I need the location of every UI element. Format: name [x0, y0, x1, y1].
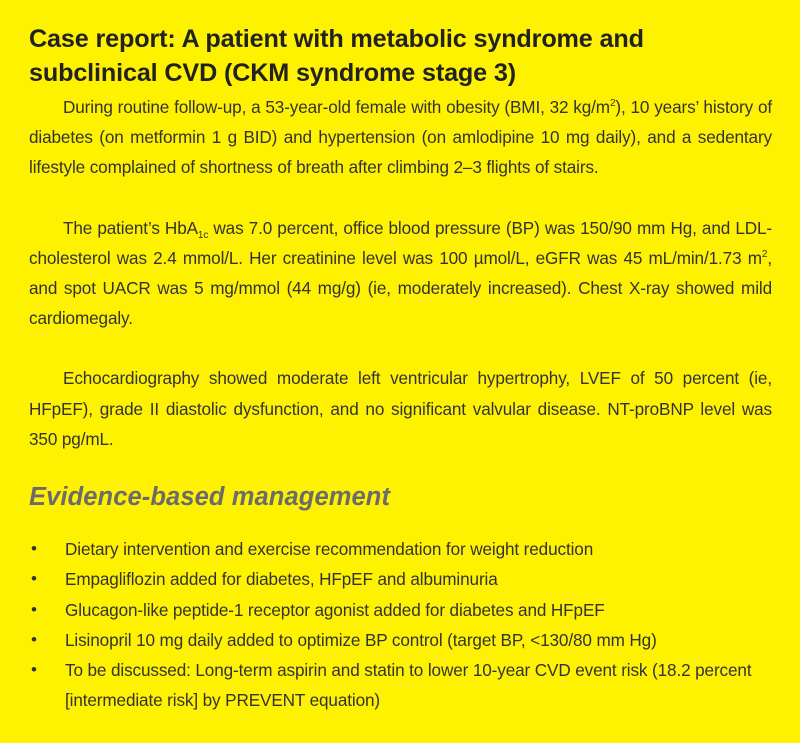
list-item [29, 595, 772, 625]
bullet-icon: • [31, 569, 37, 589]
presentation-text-a: During routine follow-up, a 53-year-old female with obesity (BMI, 32 kg/m [63, 97, 610, 117]
title-line-2: subclinical CVD (CKM syndrome stage 3) [29, 59, 516, 87]
bullet-icon: • [31, 539, 37, 559]
list-item [29, 564, 772, 594]
subscript-1c: 1c [197, 229, 209, 241]
list-item-text: Lisinopril 10 mg daily added to optimize BP control (target BP, <130/80 mm Hg) [65, 629, 657, 650]
list-item-text: Empagliflozin added for diabetes, HFpEF and albuminuria [65, 569, 498, 590]
lab-results-paragraph [29, 213, 772, 334]
management-list [29, 534, 772, 715]
list-item [29, 655, 772, 715]
lab-text-b: was 7.0 percent, office blood pressure (BP) was 150/90 mm Hg, and LDL-cholesterol was 2.4 mmol/L. Her creatinine level was 100 µmol/L, eGFR was 45 mL/min/1.73 m [29, 217, 772, 268]
section-heading: Evidence-based management [29, 483, 391, 512]
bullet-icon: • [31, 629, 37, 649]
bullet-icon: • [31, 660, 37, 679]
lab-text-c: , and spot UACR was 5 mg/mmol (44 mg/g) (ie, moderately increased). Chest X-ray showed mild cardiomegaly. [29, 247, 772, 329]
title-line-1: Case report: A patient with metabolic syndrome and [29, 25, 644, 53]
case-report-title [29, 22, 772, 90]
list-item-text: Dietary intervention and exercise recommendation for weight reduction [65, 539, 594, 560]
list-item [29, 625, 772, 655]
superscript-2: 2 [761, 248, 768, 260]
superscript-2: 2 [609, 98, 616, 109]
list-item-text: To be discussed: Long-term aspirin and statin to lower 10-year CVD event risk (18.2 percent [intermediate risk] by PREVENT equation) [65, 660, 752, 711]
bullet-icon: • [31, 599, 37, 619]
presentation-paragraph [29, 92, 772, 183]
presentation-text-b: ), 10 years’ history of diabetes (on metformin 1 g BID) and hypertension (on amlodipine 10 mg daily), and a sedentary lifestyle complained of shortness of breath after climbing 2–3 flights of stairs. [29, 97, 772, 178]
list-item [29, 534, 772, 564]
echocardiography-paragraph: Echocardiography showed moderate left ventricular hypertrophy, LVEF of 50 percent (ie, HFpEF), grade II diastolic dysfunction, and no significant valvular disease. NT-proBNP level was 350 pg/mL. [29, 368, 772, 449]
list-item-text: Glucagon-like peptide-1 receptor agonist added for diabetes and HFpEF [65, 599, 605, 620]
lab-text-a: The patient’s HbA [63, 217, 198, 238]
